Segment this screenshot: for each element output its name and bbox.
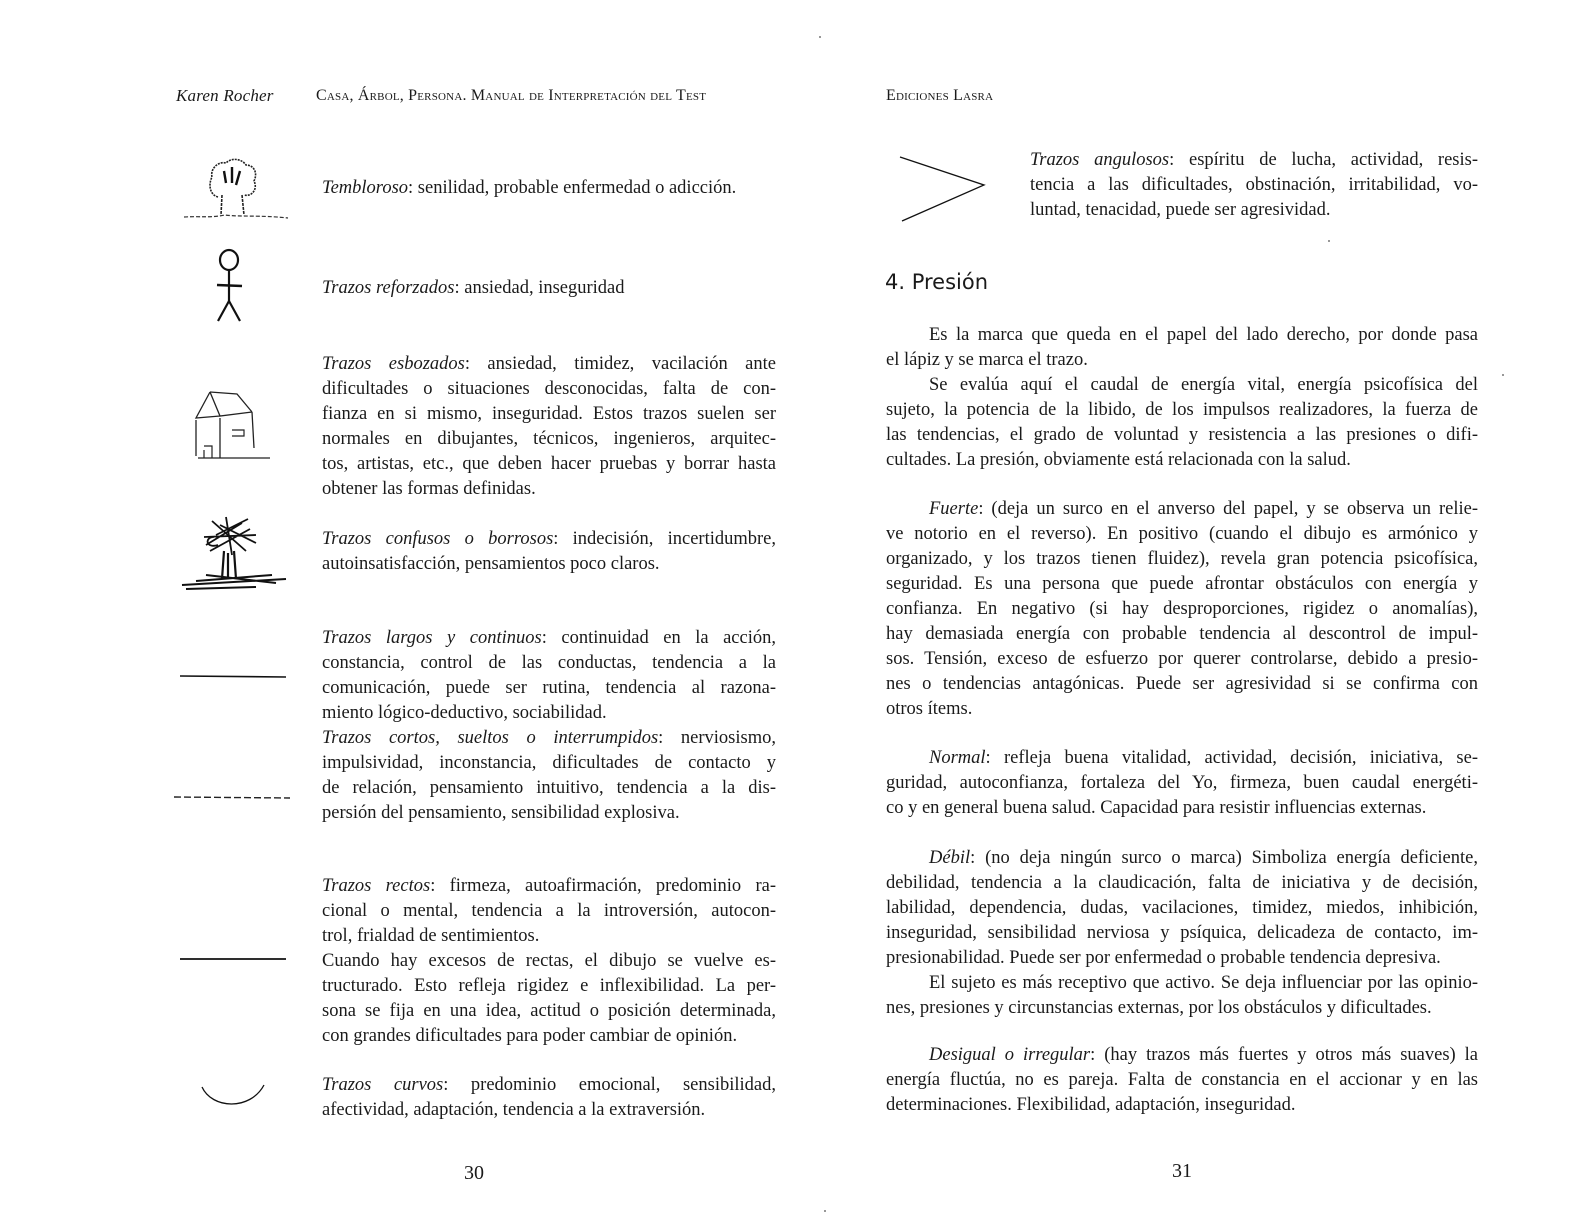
curved-line-drawing-icon xyxy=(198,1083,273,1113)
entry-lead: Normal xyxy=(929,748,986,768)
entry-trazos-rectos: Trazos rectos: firmeza, autoafirmación, predominio ra- cional o mental, tendencia a la introversión, autocon- trol, frialdad de sentimientos. Cuando hay excesos de rectas, el dibujo se vuelve es- tructurado. Esto refleja rigidez e inflexibilidad. La per- sona se fija en una idea, actitud o posición determinada, con grandes dificultades para poder cambiar de opinión. xyxy=(322,876,776,1046)
pressure-type-fuerte: Fuerte: (deja un surco en el anverso del papel, y se observa un relie- ve notorio en el reverso). En positivo (cuando el dibujo es armónico y organizado, y los trazos tienen fluidez), revela gran potencia psicofísica, seguridad. Es una persona que puede afrontar obstáculos con energía y confianza. En negativo (si hay desproporciones, rigidez o anomalías), hay demasiada energía con probable tendencia al descontrol de impul- sos. Tensión, exceso de esfuerzo por querer controlarse, debido a presio- nes o tendencias antagónicas. Puede ser agresividad si se confirma con otros ítems. xyxy=(886,499,1478,719)
entry-lead: Fuerte xyxy=(929,499,979,519)
scribbled-tree-drawing-icon xyxy=(176,515,296,595)
sketched-house-drawing-icon xyxy=(192,390,282,465)
long-line-drawing-icon xyxy=(180,674,290,680)
entry-lead: Trazos largos y continuos xyxy=(322,628,542,648)
entry-lead: Tembloroso xyxy=(322,178,409,198)
entry-trazos-esbozados: Trazos esbozados: ansiedad, timidez, vacilación ante dificultades o situaciones desconocidas, falta de con- fianza en si mismo, inseguridad. Estos trazos suelen ser normales en dibujantes, técnicos, ingenieros, arquitec- tos, artistas, etc., que deben hacer pruebas y borrar hasta obtener las formas definidas. xyxy=(322,354,776,499)
trembling-tree-drawing-icon xyxy=(180,155,292,227)
scan-speck xyxy=(819,36,821,38)
running-header-author: Karen Rocher xyxy=(176,86,274,105)
entry-lead: Trazos cortos, sueltos o interrumpidos xyxy=(322,728,659,748)
page-number-left: 30 xyxy=(464,1162,484,1184)
section-heading: 4. Presión xyxy=(885,270,989,294)
entry-lead: Débil xyxy=(929,848,971,868)
entry-trazos-reforzados: Trazos reforzados: ansiedad, inseguridad xyxy=(322,278,625,298)
straight-line-drawing-icon xyxy=(180,957,290,963)
pressure-type-desigual: Desigual o irregular: (hay trazos más fuertes y otros más suaves) la energía fluctúa, no es pareja. Falta de constancia en el accionar y en las determinaciones. Flexibilidad, adaptación, inseguridad. xyxy=(886,1045,1478,1115)
angular-line-drawing-icon xyxy=(898,155,990,225)
pressure-type-normal: Normal: refleja buena vitalidad, actividad, decisión, iniciativa, se- guridad, autoconfianza, fortaleza del Yo, firmeza, buen caudal energéti- co y en general buena salud. Capacidad para resistir influencias externas. xyxy=(886,748,1478,818)
entry-lead: Trazos curvos xyxy=(322,1075,444,1095)
entry-trazos-angulosos: Trazos angulosos: espíritu de lucha, actividad, resis- tencia a las dificultades, obstinación, irritabilidad, vo- luntad, tenacidad, puede ser agresividad. xyxy=(1030,150,1478,220)
entry-trazos-confusos: Trazos confusos o borrosos: indecisión, incertidumbre, autoinsatisfacción, pensamientos poco claros. xyxy=(322,529,776,574)
running-header-publisher: Ediciones Lasra xyxy=(886,87,994,104)
intro-paragraph-2: Se evalúa aquí el caudal de energía vital, energía psicofísica del sujeto, la potencia de la libido, de los impulsos realizadores, la fuerza de las tendencias, el grado de voluntad y resistencia a las presiones o difi- cultades. La presión, obviamente está relacionada con la salud. xyxy=(886,375,1478,470)
dashed-line-drawing-icon xyxy=(174,795,294,801)
entry-trazos-largos: Trazos largos y continuos: continuidad en la acción, constancia, control de las conductas, tendencia a la comunicación, puede ser rutina, tendencia al razona- miento lógico-deductivo, sociabilidad. xyxy=(322,628,776,723)
scan-speck xyxy=(1328,240,1330,242)
entry-tembloroso: Tembloroso: senilidad, probable enfermedad o adicción. xyxy=(322,178,737,198)
entry-trazos-cortos: Trazos cortos, sueltos o interrumpidos: nerviosismo, impulsividad, inconstancia, dificultades de contacto y de relación, pensamiento intuitivo, tendencia a la dis- persión del pensamiento, sensibilidad explosiva. xyxy=(322,728,776,823)
scan-speck xyxy=(824,1210,826,1212)
entry-lead: Trazos esbozados xyxy=(322,354,465,374)
entry-trazos-curvos: Trazos curvos: predominio emocional, sensibilidad, afectividad, adaptación, tendencia a la extraversión. xyxy=(322,1075,776,1120)
entry-lead: Desigual o irregular xyxy=(929,1045,1091,1065)
page-number-right: 31 xyxy=(1172,1160,1192,1182)
pressure-type-debil: Débil: (no deja ningún surco o marca) Simboliza energía deficiente, debilidad, tendencia a la claudicación, falta de iniciativa y de decisión, labilidad, dependencia, dudas, vacilaciones, timidez, miedos, inhibición, inseguridad, sensibilidad nerviosa y psíquica, delicadeza de contacto, im- presionabilidad. Puede ser por enfermedad o probable tendencia depresiva. El sujeto es más receptivo que activo. Se deja influenciar por las opinio- nes, presiones y circunstancias externas, por los obstáculos y dificultades. xyxy=(886,848,1478,1018)
stick-figure-drawing-icon xyxy=(210,247,250,325)
scan-speck xyxy=(1502,374,1504,376)
intro-paragraph-1: Es la marca que queda en el papel del lado derecho, por donde pasa el lápiz y se marca el trazo. xyxy=(886,325,1478,370)
running-header-title: Casa, Árbol, Persona. Manual de Interpretación del Test xyxy=(316,87,707,104)
entry-lead: Trazos rectos xyxy=(322,876,431,896)
entry-lead: Trazos confusos o borrosos xyxy=(322,529,554,549)
entry-lead: Trazos angulosos xyxy=(1030,150,1170,170)
entry-lead: Trazos reforzados xyxy=(322,278,455,298)
